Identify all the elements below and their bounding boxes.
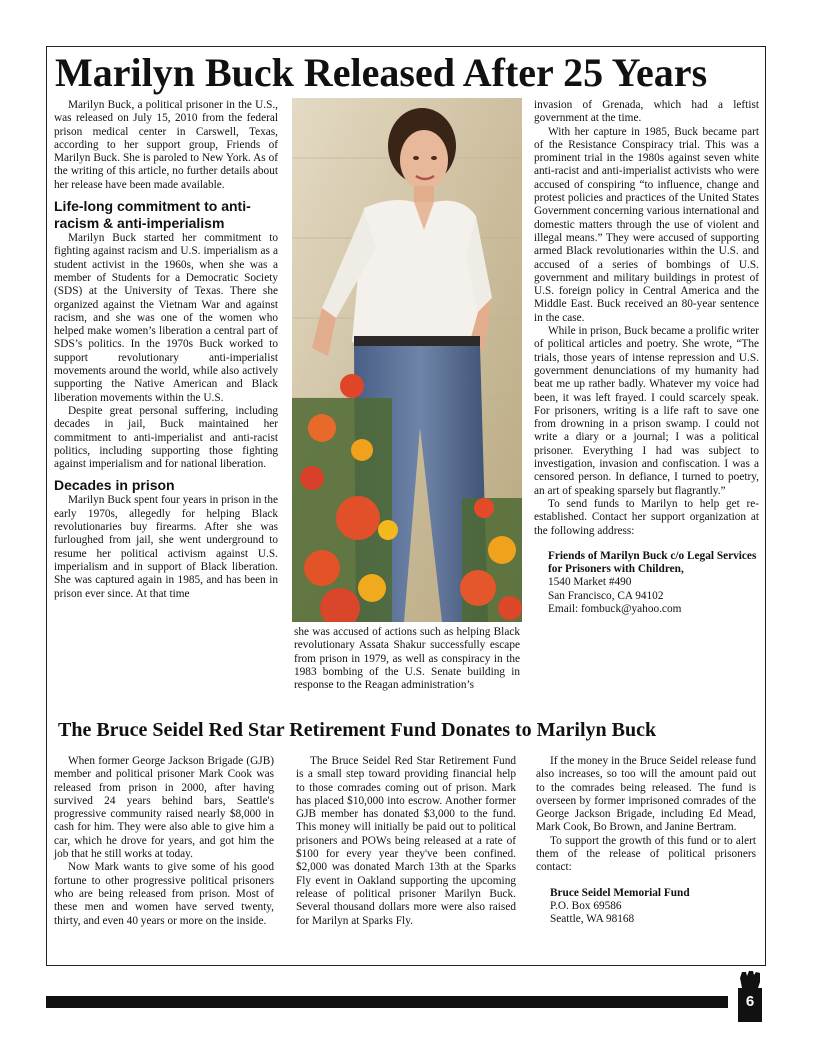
article-column-3 — [534, 99, 759, 616]
paragraph: To send funds to Marilyn to help get re-established. Contact her support organization at the following address: — [534, 497, 759, 537]
paragraph: Marilyn Buck started her commitment to fighting against racism and U.S. imperialism as a student activist in the 1960s, when she was a member of Students for a Democratic Society (SDS) at the University of Texas. There she organized against the Vietnam War and against racism, and she was one of the women who helped make women’s liberation a central part of SDS’s politics. In the 1970s Buck worked to support revolutionary anti-imperialist movements around the world, while also actively supporting the Native American and Black liberation movements within the U.S. — [54, 232, 278, 404]
article-headline: Marilyn Buck Released After 25 Years — [55, 50, 708, 95]
email-address: Email: fombuck@yahoo.com — [548, 602, 682, 615]
paragraph: With her capture in 1985, Buck became part of the Resistance Conspiracy trial. This was a prominent trial in the 1980s against seven white anti-racist and anti-imperialist activists who were accused of conspiring “to influence, change and protest policies and practices of the United States Government concerning various international and domestic matters through the use of violent and illegal means.” They were accused of supporting armed Black revolutionaries within the U.S. and accused of a series of bombings of U.S. government and military buildings in protest of U.S. foreign policy in Central America and the Middle East. Buck received an 80-year sentence in the case. — [534, 125, 759, 324]
article-2-column-3 — [536, 755, 756, 927]
contact-address — [534, 550, 759, 616]
paragraph: While in prison, Buck became a prolific writer of political articles and poetry. She wrote, “The trials, those years of intense repression and U.S. government denunciations of my humanity had beat me up rather badly. Whatever my voice had been, it was left frayed. I could scarcely speak. For prisoners, writing is a life raft to save one from drowning in a prison swamp. I could not write a diary or a journal; I was a political prisoner. Everything I had was subject to investigation, invasion and confiscation. I was a censored person. In defiance, I turned to poetry, an art of speaking sparsely but flagrantly.” — [534, 325, 759, 497]
fund-city: Seattle, WA 98168 — [550, 913, 635, 926]
subheading: Life-long commitment to anti-racism & anti-imperialism — [54, 198, 251, 232]
photo-caption-text: she was accused of actions such as helping Black revolutionary Assata Shakur successfully escape from prison in 1979, as well as conspiracy in the 1983 bombing of the U.S. Senate building in response to the Reagan administration’s — [294, 626, 520, 692]
paragraph: When former George Jackson Brigade (GJB) member and political prisoner Mark Cook was released from prison in 2000, after having survived 24 years behind bars, Seattle's progressive community raised nearly $8,000 in cash for him. They were also able to give him a car, which he drove for years, and got him the job that he still works at today. — [54, 755, 274, 861]
po-box: P.O. Box 69586 — [550, 899, 622, 912]
article-2-headline: The Bruce Seidel Red Star Retirement Fund Donates to Marilyn Buck — [58, 719, 657, 741]
subheading: Decades in prison — [54, 477, 175, 494]
paragraph: Marilyn Buck, a political prisoner in the U.S., was released on July 15, 2010 from the federal prison medical center in Carswell, Texas, according to her support group, Friends of Marilyn Buck. She is paroled to New York. As of the writing of this article, no further details about her release have been made available. — [54, 99, 278, 191]
paragraph: To support the growth of this fund or to alert them of the release of political prisoners contact: — [536, 834, 756, 874]
paragraph: Now Mark wants to give some of his good fortune to other progressive political prisoners who are being released from prison. Most of these men and women have served twenty, thirty, and even 40 years or more on the inside. — [54, 861, 274, 927]
article-2-column-2 — [296, 755, 516, 928]
article-2-column-1 — [54, 755, 274, 928]
paragraph: invasion of Grenada, which had a leftist government at the time. — [534, 99, 759, 125]
article-column-1 — [54, 99, 278, 601]
city-address: San Francisco, CA 94102 — [548, 589, 664, 602]
organization-name: Friends of Marilyn Buck c/o Legal Services for Prisoners with Children, — [548, 549, 757, 576]
fund-name: Bruce Seidel Memorial Fund — [550, 886, 690, 899]
street-address: 1540 Market #490 — [548, 576, 632, 589]
paragraph: The Bruce Seidel Red Star Retirement Fund is a small step toward providing financial help to those comrades coming out of prison. Mark has placed $10,000 into escrow. Another former GJB member has donated $3,000 to the fund. This money will initially be paid out to political prisoners and POWs being released at a rate of $100 for every year they've been confined. $2,000 was donated March 13th at the Sparks Fly event in Oakland supporting the upcoming release of political prisoner Marilyn Buck. Several thousand dollars more were also raised for Marilyn at Sparks Fly. — [296, 755, 516, 927]
paragraph: Marilyn Buck spent four years in prison in the early 1970s, allegedly for helping Black revolutionaries buy firearms. After she was furloughed from jail, she went underground to resume her political activism against U.S. imperialism and in support of Black liberation. She was captured again in 1985, and has been in prison ever since. At that time — [54, 494, 278, 600]
portrait-photo — [292, 98, 522, 622]
page-number: 6 — [745, 993, 755, 1010]
footer-bar — [46, 996, 728, 1008]
paragraph: If the money in the Bruce Seidel release fund also increases, so too will the amount paid out to the comrades being released. The fund is overseen by former imprisoned comrades of the George Jackson Brigade, including Ed Mead, Mark Cook, Bo Brown, and Janine Bertram. — [536, 755, 756, 834]
fund-address — [536, 887, 756, 927]
paragraph: Despite great personal suffering, including decades in jail, Buck maintained her commitment to anti-imperialist and anti-racist politics, including supporting those fighting against imperialism and for national liberation. — [54, 404, 278, 471]
